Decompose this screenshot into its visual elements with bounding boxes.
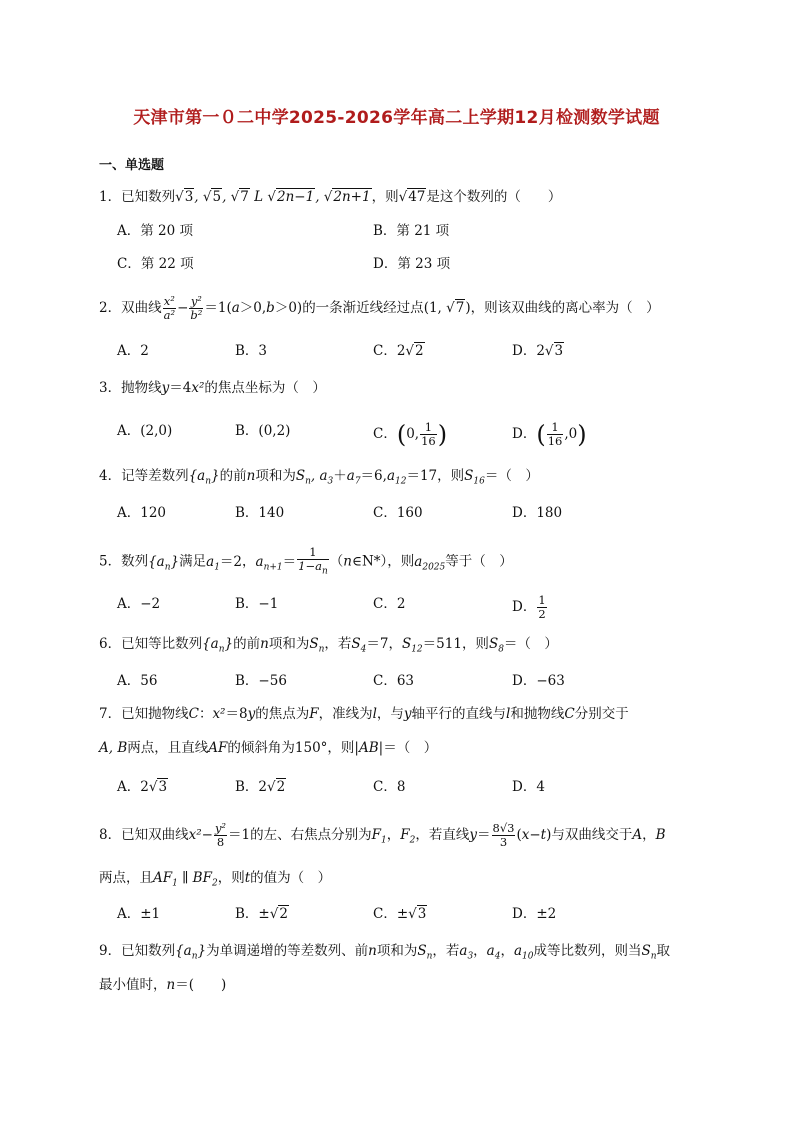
q5-option-d[interactable]: D． $\frac{1}{2}$ bbox=[512, 593, 546, 621]
q8-option-b[interactable]: B．±√2 bbox=[235, 906, 288, 922]
question-9-line-2: 最小值时，n＝( ) bbox=[99, 977, 227, 993]
q1-prefix: 1．已知数列 bbox=[99, 189, 176, 205]
question-2 bbox=[99, 295, 660, 322]
q2-option-a[interactable]: A．2 bbox=[117, 343, 149, 359]
q1-option-d[interactable]: D．第 23 项 bbox=[373, 256, 451, 272]
question-7-line-2: A, B两点，且直线AF的倾斜角为150°，则|AB|＝（ ） bbox=[99, 740, 438, 756]
question-3 bbox=[99, 378, 326, 398]
question-4: 4．记等差数列$\{a_n\}$的前n项和为$S_n$, $a_3+a_7=6,a_{12}=17$，则$S_{16}=$（ ） bbox=[99, 468, 539, 487]
q1-suffix2: 是这个数列的（ ） bbox=[426, 189, 562, 205]
q2-equation: $\frac{\text{x²}}{\text{a²}}$ − $\frac{\text{y²}}{\text{b²}}$ ＝1(a＞0,b＞0) bbox=[163, 294, 303, 322]
q1-term: √47 bbox=[398, 189, 426, 205]
q4-option-d[interactable]: D．180 bbox=[512, 505, 563, 521]
q6-option-a[interactable]: A．56 bbox=[117, 673, 158, 689]
q1-option-c[interactable]: C．第 22 项 bbox=[117, 256, 194, 272]
q8-option-d[interactable]: D．±2 bbox=[512, 906, 557, 922]
q3-equation: y＝4x² bbox=[161, 380, 205, 396]
q4-option-a[interactable]: A．120 bbox=[117, 505, 167, 521]
q5-option-c[interactable]: C．2 bbox=[373, 596, 406, 612]
q3-option-c[interactable]: C．(0, $\frac{1}{16}$ ) bbox=[373, 420, 448, 449]
q7-option-a[interactable]: A．2√3 bbox=[117, 779, 168, 795]
question-7-line-1: 7．已知抛物线C：x²＝8y的焦点为F，准线为l，与y轴平行的直线与l和抛物线C分别交于 bbox=[99, 706, 629, 722]
q3-suffix: 的焦点坐标为（ ） bbox=[204, 380, 326, 396]
q6-option-d[interactable]: D．−63 bbox=[512, 673, 565, 689]
question-6: 6．已知等比数列$\{a_n\}$的前n项和为$S_n$，若$S_4=7$，$S_{12}=511$，则$S_8=$（ ） bbox=[99, 636, 558, 655]
q4-option-b[interactable]: B．140 bbox=[235, 505, 285, 521]
question-1 bbox=[99, 187, 561, 207]
q2-option-c[interactable]: C．2√2 bbox=[373, 343, 424, 359]
q1-sequence: √3, √5, √7 L √2n−1, √2n+1 bbox=[175, 189, 371, 205]
q2-option-d[interactable]: D．2√3 bbox=[512, 343, 564, 359]
q6-option-b[interactable]: B．−56 bbox=[235, 673, 287, 689]
q7-option-d[interactable]: D．4 bbox=[512, 779, 545, 795]
q6-option-c[interactable]: C．63 bbox=[373, 673, 415, 689]
question-8-line-1: 8．已知双曲线x²− $\frac{\text{y²}}{8}$ ＝1的左、右焦点分别为$F_1$，$F_2$，若直线y＝ $\frac{8√3}{3}$ (x−t)与双曲线交于A，B bbox=[99, 821, 666, 849]
q1-option-b[interactable]: B．第 21 项 bbox=[373, 223, 450, 239]
section-heading: 一、单选题 bbox=[99, 158, 165, 173]
q7-option-c[interactable]: C．8 bbox=[373, 779, 406, 795]
q4-option-c[interactable]: C．160 bbox=[373, 505, 423, 521]
q2-middle: 的一条渐近线经过点 bbox=[302, 300, 424, 316]
question-9-line-1: 9．已知数列$\{a_n\}$为单调递增的等差数列、前n项和为$S_n$，若$a_3$，$a_4$，$a_{10}$成等比数列，则当$S_n$取 bbox=[99, 943, 671, 962]
q3-option-d[interactable]: D．( $\frac{1}{16}$ ,0) bbox=[512, 420, 587, 449]
q5-option-a[interactable]: A．−2 bbox=[117, 596, 161, 612]
q4-prefix: 4．记等差数列 bbox=[99, 468, 189, 484]
q2-option-b[interactable]: B．3 bbox=[235, 343, 268, 359]
q6-prefix: 6．已知等比数列 bbox=[99, 636, 203, 652]
q8-option-a[interactable]: A．±1 bbox=[117, 906, 161, 922]
q2-prefix: 2．双曲线 bbox=[99, 300, 162, 316]
page-title: 天津市第一０二中学2025-2026学年高二上学期12月检测数学试题 bbox=[133, 108, 660, 128]
q5-option-b[interactable]: B．−1 bbox=[235, 596, 279, 612]
q8-option-c[interactable]: C．±√3 bbox=[373, 906, 427, 922]
question-5: 5．数列$\{a_n\}$满足$a_1=2$，$a_{n+1}=$ $\frac{1}{1-a_n}$ （n∈N*），则$a_{2025}$等于（ ） bbox=[99, 545, 513, 577]
q2-point: (1, √7) bbox=[423, 300, 471, 316]
q2-suffix: ，则该双曲线的离心率为（ ） bbox=[470, 300, 660, 316]
q3-option-b[interactable]: B．(0,2) bbox=[235, 423, 291, 439]
q1-option-a[interactable]: A．第 20 项 bbox=[117, 223, 194, 239]
q3-option-a[interactable]: A．(2,0) bbox=[117, 423, 173, 439]
q5-prefix: 5．数列 bbox=[99, 553, 149, 570]
question-8-line-2: 两点，且$AF_1$ ∥ $BF_2$，则t的值为（ ） bbox=[99, 870, 332, 889]
q3-prefix: 3．抛物线 bbox=[99, 380, 162, 396]
q7-option-b[interactable]: B．2√2 bbox=[235, 779, 286, 795]
q1-suffix: ，则 bbox=[371, 189, 399, 205]
